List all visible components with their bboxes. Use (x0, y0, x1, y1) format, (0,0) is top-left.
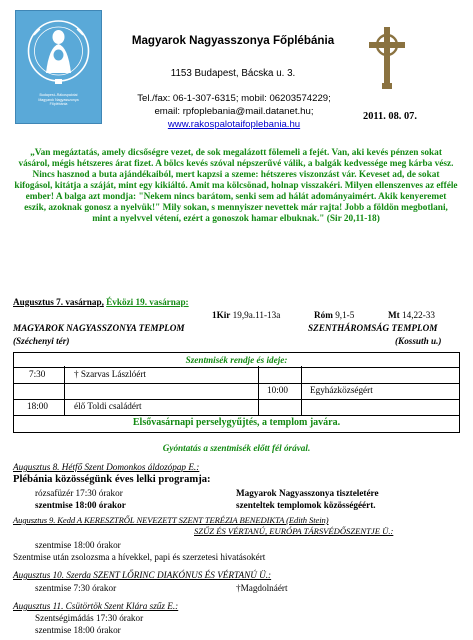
day-10-mass: szentmise 7:30 órakor (35, 583, 117, 593)
day-9-subtitle: SZŰZ ÉS VÉRTANÚ, EURÓPA TÁRSVÉDŐSZENTJE Ü.: (194, 526, 394, 536)
day-8-intention-2: szenteltek templomok közösségéért. (236, 500, 376, 510)
day-9-note: Szentmise után zsolozsma a hívekkel, papi és szerzetesi hivatásokért (13, 552, 266, 562)
cell-divider (64, 366, 65, 383)
logo-caption-line: Budapest–Rákospalotai (39, 93, 78, 97)
cell-divider (301, 382, 302, 399)
quote-reference: (Sir 20,11-18) (326, 214, 380, 224)
day-11-mass: szentmise 18:00 órakor (35, 625, 121, 635)
church-left-location: (Széchenyi tér) (13, 336, 70, 346)
day-10-title: Augusztus 10. Szerda SZENT LŐRINC DIAKÓNUS ÉS VÉRTANÚ Ü.: (13, 570, 272, 580)
cell-divider (258, 382, 259, 399)
mass-time: 7:30 (29, 369, 46, 379)
church-right-location: (Kossuth u.) (395, 336, 442, 346)
day-9-mass: szentmise 18:00 órakor (35, 540, 121, 550)
phone-line: Tel./fax: 06-1-307-6315; mobil: 06203574229; (137, 93, 331, 104)
reading-2-ref: 9,1-5 (335, 310, 355, 320)
logo-caption-line: Főplébánia (49, 102, 68, 107)
collection-notice: Elsővasárnapi perselygyűjtés, a templom javára. (13, 415, 460, 433)
mass-row (13, 367, 460, 384)
mass-intention: Egyházközségért (310, 385, 373, 395)
scripture-quote (14, 148, 458, 225)
cell-divider (64, 382, 65, 399)
day-8-mass: szentmise 18:00 órakor (35, 500, 126, 510)
reading-1-ref: 19,9a.11-13a (232, 310, 281, 320)
church-right-name: SZENTHÁROMSÁG TEMPLOM (308, 323, 438, 333)
mass-table-heading: Szentmisék rendje és ideje: (13, 352, 460, 368)
website-link[interactable]: www.rakospalotaifoplebania.hu (167, 119, 301, 131)
cell-divider (301, 398, 302, 415)
contact-block (104, 92, 364, 132)
day-9-title: Augusztus 9. Kedd A KERESZTRŐL NEVEZETT SZENT TERÉZIA BENEDIKTA (Edith Stein) (13, 515, 329, 525)
email-line: email: rpfoplebania@mail.datanet.hu; (154, 106, 314, 118)
gospel-book: Mt (388, 310, 400, 320)
reading-2-book: Róm (314, 310, 333, 320)
gospel (388, 310, 435, 320)
logo-caption-line: Magyarok Nagyasszonya (38, 97, 79, 102)
mass-time: 18:00 (27, 401, 48, 411)
mass-row (13, 399, 460, 416)
bulletin-date: 2011. 08. 07. (363, 111, 417, 122)
reading-2 (314, 310, 354, 320)
mass-intention: élő Toldi családért (74, 401, 142, 411)
sunday-week: Évközi 19. vasárnap: (106, 297, 189, 307)
mass-time: 10:00 (267, 385, 288, 395)
cell-divider (258, 366, 259, 383)
cell-divider (64, 398, 65, 415)
cell-divider (301, 366, 302, 383)
celtic-cross-icon (367, 25, 407, 91)
mass-row (13, 383, 460, 400)
parish-address: 1153 Budapest, Bácska u. 3. (170, 68, 296, 79)
day-8-title: Augusztus 8. Hétfő Szent Domonkos áldozópap E.: (13, 462, 200, 472)
mass-intention: † Szarvas Lászlóért (74, 369, 146, 379)
day-11-title: Augusztus 11. Csütörtök Szent Klára szűz E.: (13, 601, 179, 611)
cell-divider (258, 398, 259, 415)
gospel-ref: 14,22-33 (402, 310, 435, 320)
day-11-adoration: Szentségimádás 17:30 órakor (35, 613, 144, 623)
parish-logo (15, 10, 102, 124)
sunday-date: Augusztus 7. vasárnap, (13, 297, 104, 307)
day-10-intention: †Magdolnáért (236, 583, 288, 593)
day-8-program: Plébánia közösségünk éves lelki programja: (13, 474, 211, 485)
reading-1 (212, 310, 280, 320)
reading-1-book: 1Kir (212, 310, 231, 320)
day-8-intention-1: Magyarok Nagyasszonya tiszteletére (236, 488, 379, 498)
confession-notice: Gyóntatás a szentmisék előtt fél órával. (162, 443, 311, 453)
church-left-name: MAGYAROK NAGYASSZONYA TEMPLOM (13, 323, 185, 333)
quote-text: „Van megáztatás, amely dicsőségre vezet, de sok megalázott fölemeli a fejét. Van, aki kevés pénzen sokat vásárol, mégis hétszeres árat fizet. A bölcs kevés szóval népszerűvé válik, a balgák kedvessége meg kárba vész. Nincs hasznod a buta ajándékaiból, mert kapzsi a szeme: hétszeres viszonzást vár. Keveset ad, de sokat kifogásol, kitátja a száját, mint egy kikiáltó. Amit ma kölcsönad, holnap visszakéri. Milyen ellenszenves az efféle ember! A balga azt mondja: "Nekem nincs barátom, senki sem ad hálát adományaimért. Akik kenyeremet eszik, azoknak gonosz a nyelvük!" Mily sokan, s mennyiszer nevettek már rajta! Jobb a földön megbotlani, mint a nyelvvel vétení, ezért a gonoszok hamar elbuknak." (14, 148, 458, 224)
logo-caption (18, 93, 99, 107)
sunday-heading (13, 297, 189, 307)
day-8-rosary: rózsafüzér 17:30 órakor (35, 488, 123, 498)
parish-title: Magyarok Nagyasszonya Főplébánia (131, 34, 335, 47)
